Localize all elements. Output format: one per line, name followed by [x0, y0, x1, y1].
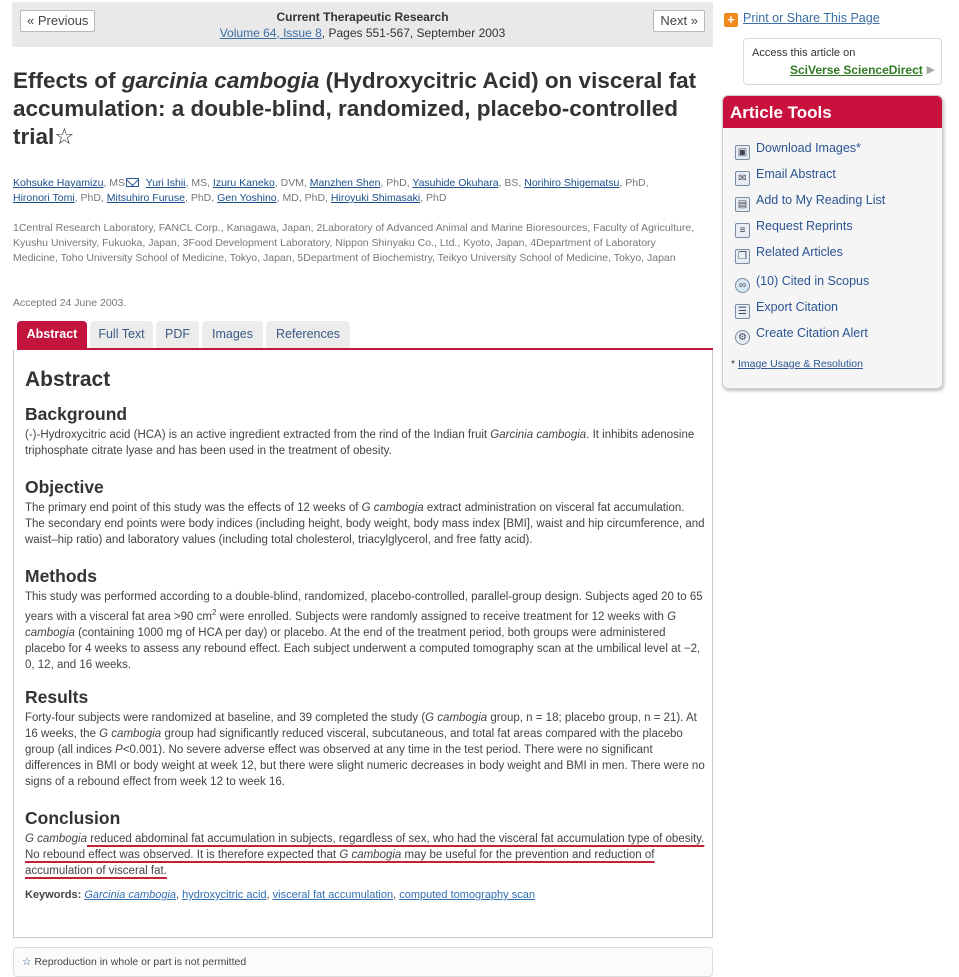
- sciencedirect-link[interactable]: SciVerse ScienceDirect: [790, 63, 923, 77]
- conclusion-heading: Conclusion: [25, 808, 121, 828]
- title-footnote-star[interactable]: ☆: [54, 124, 75, 149]
- author-degree: , PhD,: [184, 192, 218, 204]
- related-icon: ❐: [735, 249, 750, 264]
- email-icon: ✉: [735, 171, 750, 186]
- reprint-icon: ≡: [735, 223, 750, 238]
- text-italic: G cambogia: [25, 833, 88, 845]
- keyword-link[interactable]: computed tomography scan: [399, 889, 535, 901]
- usage-prefix: *: [731, 358, 739, 370]
- objective-text: [25, 500, 705, 548]
- scopus-icon: ∞: [735, 278, 750, 293]
- author-link[interactable]: Norihiro Shigematsu: [524, 177, 620, 189]
- abstract-panel: [13, 350, 713, 938]
- keyword-link[interactable]: hydroxycitric acid: [182, 889, 267, 901]
- text-italic: G cambogia: [25, 610, 677, 639]
- tool-label: Add to My Reading List: [756, 193, 886, 207]
- tool-label: Create Citation Alert: [756, 326, 868, 340]
- tab-abstract[interactable]: Abstract: [17, 321, 87, 349]
- author-link[interactable]: Gen Yoshino: [217, 192, 277, 204]
- background-heading: Background: [25, 404, 128, 424]
- article-title: [13, 67, 713, 151]
- sciencedirect-access-box: [743, 38, 942, 85]
- text-run: Forty-four subjects were randomized at baseline, and 39 completed the study (: [25, 712, 426, 724]
- tool-label: Email Abstract: [756, 167, 836, 181]
- text-italic: G cambogia: [361, 502, 424, 514]
- title-part: Effects of: [13, 68, 122, 93]
- text-run: reduced abdominal fat accumulation in subjects, regardless of sex, who had the visceral fat accumulation type of obesity. No rebound effect was observed. It is therefore expected that: [25, 833, 705, 861]
- download-images-link[interactable]: [735, 141, 861, 160]
- text-italic: P: [115, 744, 123, 756]
- access-label: Access this article on: [752, 47, 856, 59]
- article-tools-title: Article Tools: [723, 96, 942, 128]
- author-degree: , MD, PhD,: [276, 192, 331, 204]
- text-run: This study was performed according to a double-blind, randomized, placebo-controlled, parallel-group design. Subjects aged 20 to 65 years with a visceral fat area >90 cm: [25, 591, 703, 623]
- cited-in-scopus-link[interactable]: [735, 274, 869, 293]
- author-degree: , PhD,: [74, 192, 107, 204]
- title-part: (Hydroxycitric Acid) on visceral fat accumulation: a double-blind, randomized, placebo-controlled trial: [13, 68, 697, 149]
- author-degree: , PhD,: [380, 177, 413, 189]
- previous-article-button[interactable]: « Previous: [20, 10, 95, 32]
- article-nav-bar: [12, 2, 713, 47]
- superscript: 2: [211, 608, 217, 617]
- export-icon: ☰: [735, 304, 750, 319]
- methods-heading: Methods: [25, 566, 97, 586]
- tool-label: Related Articles: [756, 245, 843, 259]
- gear-icon: ⚙: [735, 330, 750, 345]
- text-run: extract administration on visceral fat accumulation. The secondary end points were body indices (including height, body weight, body mass index [BMI], waist and hip circumference, and waist–hip ratio) and laboratory values (including total cholesterol, triacylglycerol, and free fatty acid).: [25, 502, 705, 546]
- text-run: (-)-Hydroxycitric acid (HCA) is an active ingredient extracted from the rind of the Indian fruit: [25, 429, 491, 441]
- save-icon: ▤: [735, 197, 750, 212]
- journal-issue-info: [12, 26, 713, 40]
- journal-title: Current Therapeutic Research: [276, 10, 449, 24]
- image-icon: ▣: [735, 145, 750, 160]
- text-italic: G cambogia: [99, 728, 162, 740]
- text-run: (containing 1000 mg of HCA per day) or placebo. At the end of the treatment period, both groups were administered placebo for 4 weeks to assess any rebound effect. Each subject underwent a computed tomography scan at the umbilical level at −2, 0, 12, and 16 weeks.: [25, 626, 701, 671]
- conclusion-text: [25, 831, 705, 879]
- author-link[interactable]: Mitsuhiro Furuse: [106, 192, 185, 204]
- tool-label: (10) Cited in Scopus: [756, 274, 870, 288]
- pages-date: , Pages 551-567, September 2003: [321, 26, 506, 40]
- author-link[interactable]: Manzhen Shen: [309, 177, 381, 189]
- text-run: may be useful for the prevention and reduction of accumulation of visceral fat.: [25, 849, 655, 877]
- request-reprints-link[interactable]: [735, 219, 853, 238]
- keywords: Keywords: Garcinia cambogia, hydroxycitric acid, visceral fat accumulation, computed tomography scan: [25, 889, 535, 901]
- tool-label: Download Images*: [756, 141, 861, 155]
- add-reading-list-link[interactable]: [735, 193, 885, 212]
- keyword-link[interactable]: Garcinia cambogia: [84, 889, 177, 901]
- footnote-text: Reproduction in whole or part is not permitted: [31, 956, 247, 968]
- title-italic: garcinia cambogia: [121, 68, 320, 93]
- author-link[interactable]: Hiroyuki Shimasaki: [330, 192, 421, 204]
- email-abstract-link[interactable]: [735, 167, 836, 186]
- chevron-right-icon: ▶: [926, 64, 935, 76]
- next-article-button[interactable]: Next »: [653, 10, 705, 32]
- author-link[interactable]: Izuru Kaneko: [212, 177, 275, 189]
- image-usage-note: [731, 358, 863, 370]
- keywords-label: Keywords:: [25, 889, 82, 901]
- results-text: [25, 710, 705, 790]
- accepted-date: Accepted 24 June 2003.: [13, 297, 127, 309]
- author-link[interactable]: Yuri Ishii: [145, 177, 186, 189]
- author-link[interactable]: Kohsuke Hayamizu: [13, 177, 104, 189]
- text-run: group had significantly reduced visceral, subcutaneous, and total fat areas compared with the placebo group (all indices: [25, 728, 683, 756]
- tool-label: Export Citation: [756, 300, 838, 314]
- export-citation-link[interactable]: [735, 300, 838, 319]
- print-share-link[interactable]: [724, 11, 880, 27]
- author-link[interactable]: Hironori Tomi: [13, 192, 75, 204]
- results-heading: Results: [25, 687, 89, 707]
- tab-full-text[interactable]: Full Text: [90, 321, 153, 349]
- abstract-heading: Abstract: [25, 368, 111, 391]
- background-text: [25, 427, 705, 459]
- text-run: were enrolled. Subjects were randomly assigned to receive treatment for 12 weeks with: [216, 610, 668, 623]
- reproduction-footnote: [13, 947, 713, 977]
- author-degree: , PhD,: [619, 177, 649, 189]
- create-citation-alert-link[interactable]: [735, 326, 868, 345]
- text-italic: G cambogia: [339, 849, 402, 861]
- text-run: <0.001). No severe adverse effect was observed at any time in the test period. There were no significant differences in BMI or body weight at week 12, but there were slight numeric decreases in body weight and BMI in men. There were no signs of a rebound effect from week 12 to week 16.: [25, 744, 705, 788]
- author-degree: , BS,: [498, 177, 525, 189]
- email-icon[interactable]: [126, 178, 139, 187]
- affiliations: 1Central Research Laboratory, FANCL Corp., Kanagawa, Japan, 2Laboratory of Advanced Animal and Marine Bioresources, Faculty of Agriculture, Kyushu University, Fukuoka, Japan, 3Food Development Laboratory, Nippon Shinyaku Co., Ltd., Kyoto, Japan, 4Department of Laboratory Medicine, Toho University School of Medicine, Tokyo, Japan, 5Department of Biochemistry, Teikyo University School of Medicine, Tokyo, Japan: [13, 222, 695, 264]
- article-tools-panel: [722, 95, 943, 389]
- tab-pdf[interactable]: PDF: [156, 321, 199, 349]
- keyword-link[interactable]: visceral fat accumulation: [272, 889, 394, 901]
- methods-text: [25, 589, 705, 673]
- author-degree: , MS,: [185, 177, 213, 189]
- volume-issue-link[interactable]: Volume 64, Issue 8: [219, 26, 322, 40]
- author-degree: , DVM,: [274, 177, 310, 189]
- author-degree: , MS: [103, 177, 126, 189]
- text-run: . It inhibits adenosine triphosphate citrate lyase and has been used in the treatment of obesity.: [25, 429, 695, 457]
- objective-heading: Objective: [25, 477, 104, 497]
- tab-images[interactable]: Images: [202, 321, 263, 349]
- author-list: [13, 176, 703, 206]
- author-degree: , PhD: [420, 192, 447, 204]
- footnote-star: ☆: [22, 956, 32, 968]
- highlighted-text: [25, 833, 704, 877]
- tool-label: Request Reprints: [756, 219, 853, 233]
- text-italic: Garcinia cambogia: [490, 429, 587, 441]
- image-usage-link[interactable]: Image Usage & Resolution: [738, 358, 863, 370]
- text-run: The primary end point of this study was the effects of 12 weeks of: [25, 502, 362, 514]
- author-link[interactable]: Yasuhide Okuhara: [412, 177, 499, 189]
- text-italic: G cambogia: [425, 712, 488, 724]
- related-articles-link[interactable]: [735, 245, 843, 264]
- plus-icon: +: [724, 13, 738, 27]
- tab-references[interactable]: References: [266, 321, 350, 349]
- print-share-label: Print or Share This Page: [743, 11, 880, 25]
- text-run: group, n = 18; placebo group, n = 21). At 16 weeks, the: [25, 712, 697, 740]
